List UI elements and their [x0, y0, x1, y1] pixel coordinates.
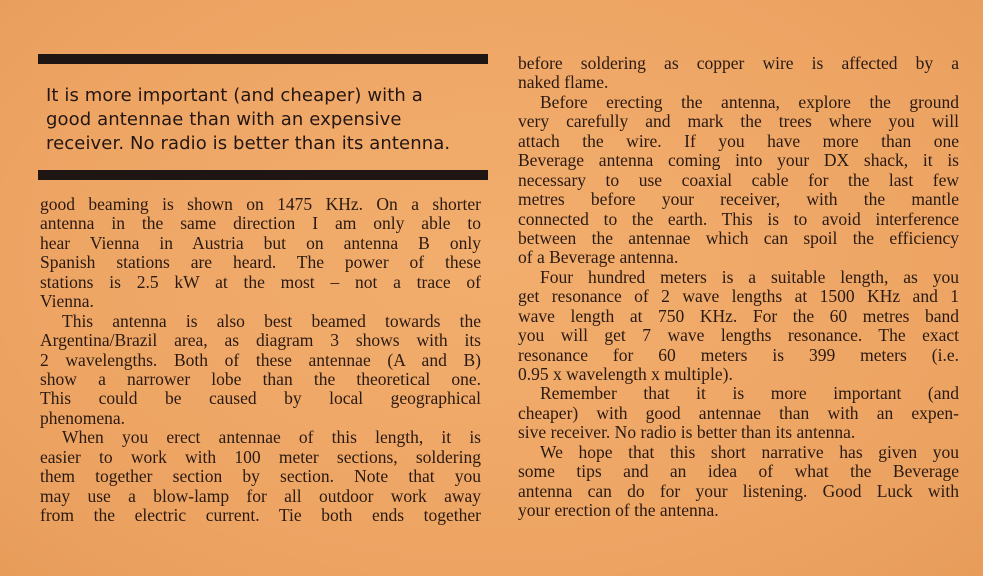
pullquote-line: It is more important (and cheaper) with a — [46, 85, 423, 106]
text-line: your erection of the antenna. — [518, 500, 719, 521]
text-line: some tips and an idea of what the Beverage — [518, 461, 959, 482]
text-line: 2 wavelengths. Both of these antennae (A and B) — [40, 349, 481, 370]
text-line: wave length at 750 KHz. For the 60 metres band — [518, 305, 959, 326]
text-line: from the electric current. Tie both ends together — [40, 505, 481, 525]
text-line: This antenna is also best beamed towards the — [62, 310, 481, 331]
right-column — [518, 54, 959, 521]
text-line: Remember that it is more important (and — [540, 383, 959, 404]
text-line: Spanish stations are heard. The power of these — [40, 252, 481, 273]
text-line: of a Beverage antenna. — [518, 247, 679, 268]
text-line: stations is 2.5 kW at the most – not a trace of — [40, 271, 481, 292]
pullquote — [46, 84, 496, 156]
text-line: easier to work with 100 meter sections, soldering — [40, 446, 481, 467]
text-line: naked flame. — [518, 72, 609, 93]
text-line: get resonance of 2 wave lengths at 1500 KHz and 1 — [518, 286, 959, 307]
pullquote-top-rule — [38, 54, 488, 64]
text-line: hear Vienna in Austria but on antenna B only — [40, 232, 481, 253]
text-line: connected to the earth. This is to avoid interference — [518, 208, 959, 229]
text-line: them together section by section. Note that you — [40, 466, 481, 487]
text-line: Vienna. — [40, 291, 94, 312]
text-line: show a narrower lobe than the theoretical one. — [40, 368, 481, 389]
text-line: you will get 7 wave lengths resonance. The exact — [518, 325, 959, 346]
text-line: attach the wire. If you have more than one — [518, 130, 959, 151]
text-line: necessary to use coaxial cable for the last few — [518, 169, 959, 190]
text-line: very carefully and mark the trees where you will — [518, 111, 959, 132]
pullquote-line: receiver. No radio is better than its antenna. — [46, 133, 451, 154]
text-line: between the antennae which can spoil the efficiency — [518, 227, 959, 248]
text-line: resonance for 60 meters is 399 meters (i.e. — [518, 344, 959, 365]
text-line: This could be caused by local geographical — [40, 388, 481, 409]
text-line: antenna can do for your listening. Good Luck with — [518, 480, 959, 501]
text-line: Beverage antenna coming into your DX shack, it is — [518, 150, 959, 171]
text-line: sive receiver. No radio is better than its antenna. — [518, 422, 856, 443]
text-line: metres before your receiver, with the mantle — [518, 189, 959, 210]
text-line: We hope that this short narrative has given you — [540, 441, 959, 462]
text-line: 0.95 x wavelength x multiple). — [518, 364, 733, 384]
text-line: may use a blow-lamp for all outdoor work away — [40, 485, 481, 506]
text-line: Argentina/Brazil area, as diagram 3 shows with its — [40, 330, 481, 351]
left-column — [40, 195, 481, 525]
text-line: antenna in the same direction I am only able to — [40, 213, 481, 234]
text-line: phenomena. — [40, 407, 126, 428]
text-line: good beaming is shown on 1475 KHz. On a shorter — [40, 194, 481, 214]
text-line: before soldering as copper wire is affected by a — [518, 53, 959, 73]
text-line: When you erect antennae of this length, it is — [62, 427, 481, 448]
pullquote-line: good antennae than with an expensive — [46, 109, 402, 130]
text-line: Four hundred meters is a suitable length, as you — [540, 266, 959, 287]
pullquote-bottom-rule — [38, 170, 488, 180]
text-line: Before erecting the antenna, explore the ground — [540, 91, 959, 112]
text-line: cheaper) with good antennae than with an expen- — [518, 402, 959, 423]
